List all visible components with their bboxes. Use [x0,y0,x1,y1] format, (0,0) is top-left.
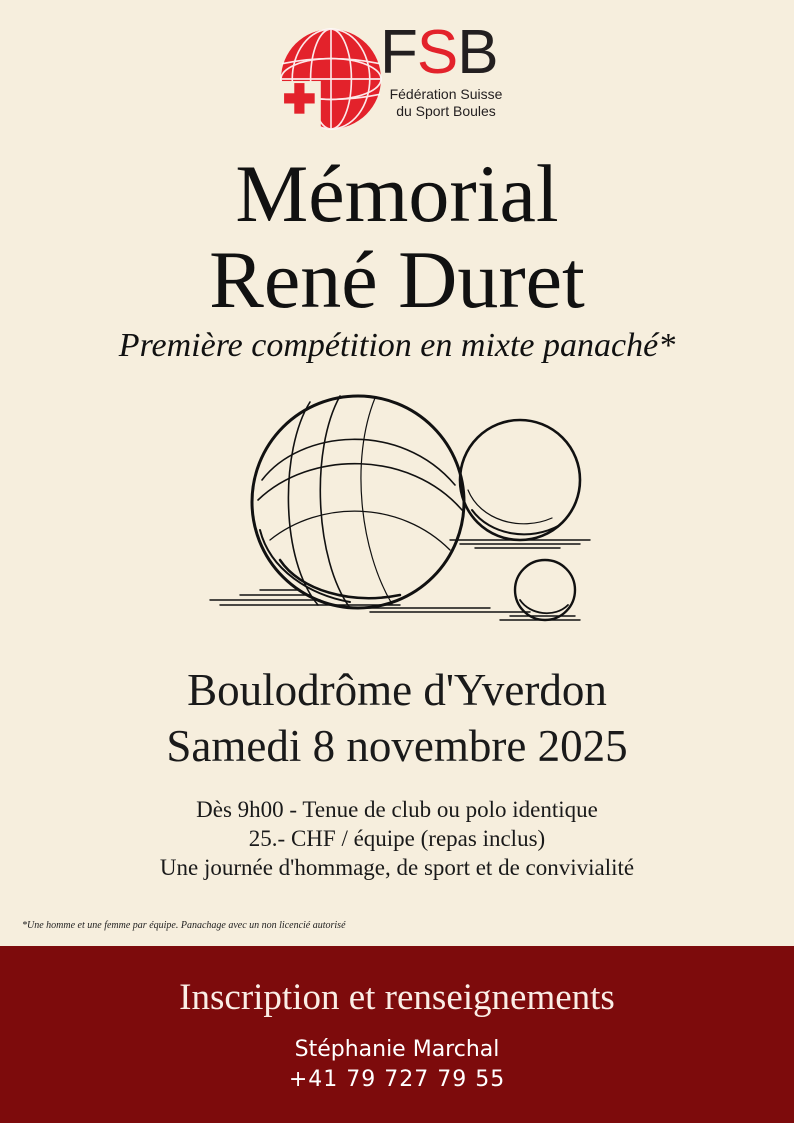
venue-place: Boulodrôme d'Yverdon [187,665,607,715]
contact-phone[interactable]: +41 79 727 79 55 [288,1067,506,1092]
fsb-logo [280,18,520,132]
venue-date: Samedi 8 novembre 2025 [166,721,628,771]
detail-schedule: Dès 9h00 - Tenue de club ou polo identique [196,797,598,822]
subtitle: Première compétition en mixte panaché* [118,327,676,364]
footnote: *Une homme et une femme par équipe. Panachage avec un non licencié autorisé [22,920,346,931]
contact-name: Stéphanie Marchal [294,1037,500,1062]
title-line2: René Duret [209,234,585,325]
logo-letter-s: S [416,18,458,87]
detail-price: 25.- CHF / équipe (repas inclus) [248,826,546,851]
registration-heading: Inscription et renseignements [179,977,615,1018]
logo-subtitle-line1: Fédération Suisse [389,86,503,102]
logo-subtitle [380,86,512,120]
title-line1: Mémorial [235,148,559,239]
logo-letter-b: B [457,18,498,87]
globe-with-swiss-cross-icon [280,28,382,130]
logo-letter-f: F [380,18,417,87]
detail-tagline: Une journée d'hommage, de sport et de convivialité [159,855,635,880]
logo-letters [380,18,498,87]
logo-subtitle-line2: du Sport Boules [396,103,496,119]
petanque-boules-illustration [200,390,600,630]
